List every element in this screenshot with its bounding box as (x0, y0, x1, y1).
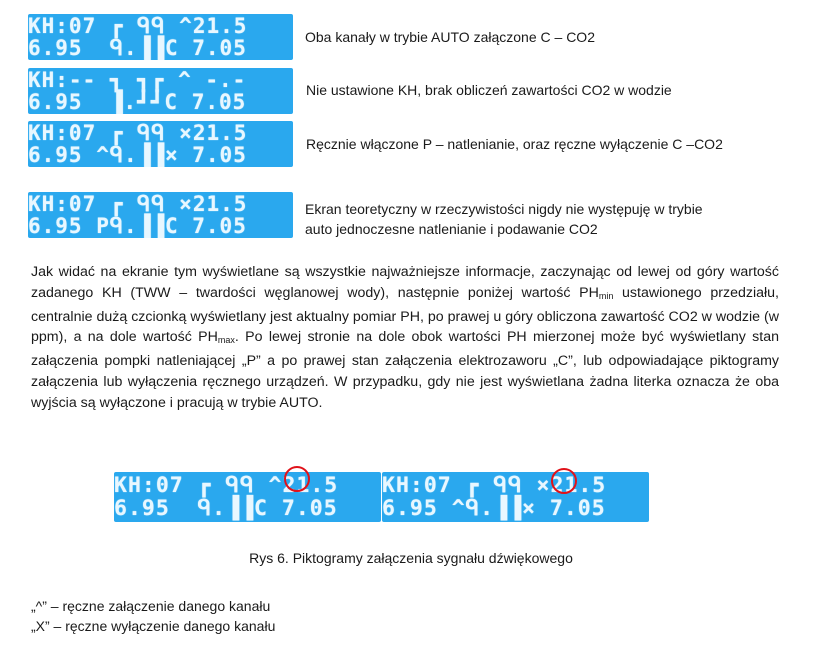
paragraph-text-1: Jak widać na ekranie tym wyświetlane są wszystkie najważniejsze informacje, zaczynając od lewej od góry wartość zadanego KH (TWW – twardości węglanowej wody), następnie poniżej wartość PH (31, 264, 779, 301)
paragraph-text-2: ustawionego przedziału, centralnie dużą czcionką wyświetlany jest aktualny pomiar PH, po prawej u góry obliczona zawartość CO2 w wodzie (w ppm), a na dole wartość PH (31, 284, 779, 346)
screen-3-caption: Ręcznie włączone P – natlenianie, oraz ręczne wyłączenie C –CO2 (306, 136, 723, 152)
lcd-line-bottom: 6.95 ᑫ.▐▐C 7.05 (28, 36, 247, 60)
screen-1-caption: Oba kanały w trybie AUTO załączone C – CO2 (305, 29, 595, 45)
lcd-line-top: KH:07 ┏ ᑫᑫ ^21.5 (28, 14, 248, 38)
lcd-line-top: KH:07 ┏ ᑫᑫ ^21.5 (114, 473, 339, 498)
lcd-line-top: KH:07 ┏ ᑫᑫ ×21.5 (28, 192, 248, 216)
screen-4-caption-line-1: Ekran teoretyczny w rzeczywistości nigdy nie występuję w trybie (305, 201, 703, 217)
screen-4-caption-line-2: auto jednoczesne natlenianie i podawanie CO2 (305, 221, 598, 237)
subscript-min: min (598, 290, 614, 301)
highlight-circle-right (551, 468, 577, 494)
figure-lcd-left (114, 472, 381, 522)
lcd-line-bottom: 6.95 Pᑫ.▐▐C 7.05 (28, 214, 247, 238)
legend-item-manual-off: „X” – ręczne wyłączenie danego kanału (31, 618, 276, 634)
legend-item-manual-on: „^” – ręczne załączenie danego kanału (31, 598, 271, 614)
lcd-line-top: KH:-- ┓ ┓┏ ^ -.- (28, 68, 247, 92)
screen-2-caption: Nie ustawione KH, brak obliczeń zawartości CO2 w wodzie (306, 82, 672, 98)
lcd-screen-3 (28, 121, 293, 167)
lcd-line-bottom: 6.95 ᑫ.▐▐C 7.05 (114, 496, 338, 521)
figure-caption: Rys 6. Piktogramy załączenia sygnału dźwiękowego (249, 550, 573, 566)
paragraph-text-3: . Po lewej stronie na dole obok wartości PH mierzonej może być wyświetlany stan załączenia pompki natleniającej „P” a po prawej stan załączenia elektrozaworu „C”, lub odpowiadające piktogramy załączenia lub wyłączenia ręcznego urządzeń. W przypadku, gdy nie jest wyświetlana żadna literka oznacza że oba wyjścia są wyłączone i pracują w trybie AUTO. (31, 329, 779, 411)
figure-lcd-right (382, 472, 649, 522)
lcd-screen-1 (28, 14, 293, 60)
lcd-line-top: KH:07 ┏ ᑫᑫ ×21.5 (382, 473, 607, 498)
lcd-line-bottom: 6.95 ^ᑫ.▐▐× 7.05 (28, 143, 247, 167)
subscript-max: max (217, 335, 235, 346)
highlight-circle-left (284, 466, 310, 492)
lcd-screen-4 (28, 192, 293, 238)
lcd-line-top: KH:07 ┏ ᑫᑫ ×21.5 (28, 121, 248, 145)
lcd-screen-2 (28, 68, 293, 114)
description-paragraph (31, 262, 779, 414)
lcd-line-bottom: 6.95 ^ᑫ.▐▐× 7.05 (382, 496, 606, 521)
lcd-line-bottom: 6.95 ▐.┛┛C 7.05 (28, 90, 247, 114)
